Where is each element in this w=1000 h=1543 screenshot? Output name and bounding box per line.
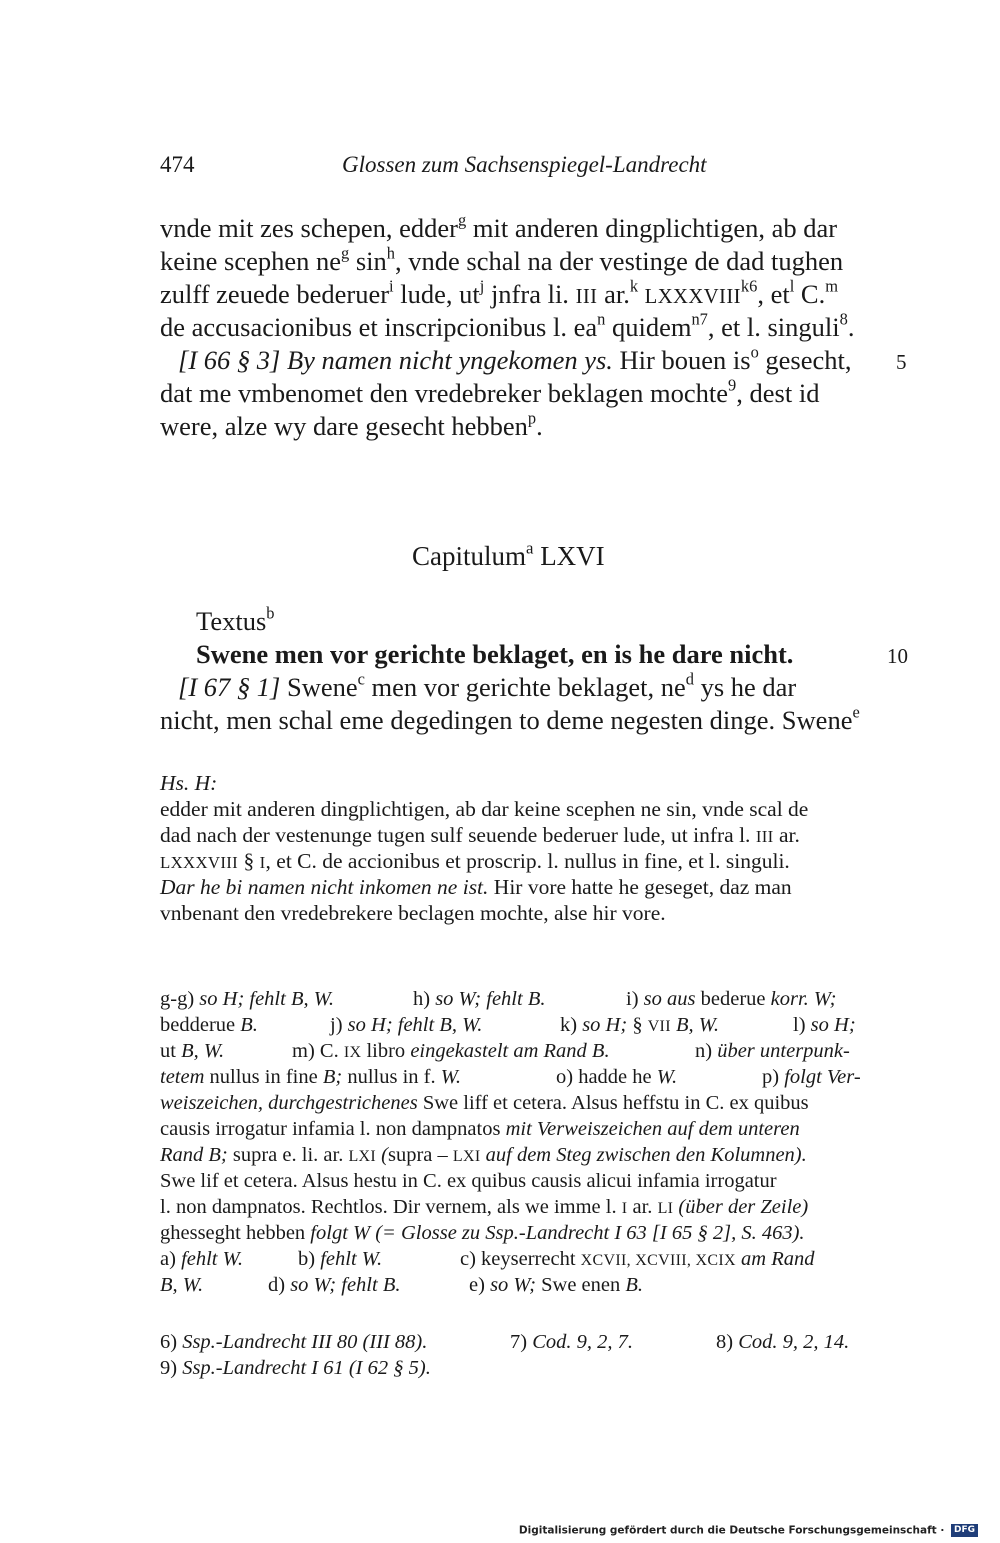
digitization-credit: Digitalisierung gefördert durch die Deutsche Forschungsgemeinschaft · DFG xyxy=(519,1524,978,1537)
apparatus-line: o) hadde he W. xyxy=(556,1066,678,1088)
apparatus-line: b) fehlt W. xyxy=(298,1248,383,1270)
main-text-line: zulff zeuede bederuer$^i$ lude, $ut^j$ jnfra li. III ar.$^k$ $LXXXVIII^{k6}$, $et^l$ C.$^m$ xyxy=(160,276,838,309)
running-title: Glossen zum Sachsenspiegel-Landrecht xyxy=(342,152,707,177)
variant-text-line: vnbenant den vredebrekere beclagen mochte, alse hir vore. xyxy=(160,901,666,925)
apparatus-line: p) folgt Ver- xyxy=(762,1066,861,1088)
apparatus-line: k) so H; § VII B, W. xyxy=(560,1014,720,1036)
apparatus-line: h) so W; fehlt B. xyxy=(413,988,546,1010)
textus-heading: Swene men vor gerichte beklaget, en is he dare nicht. xyxy=(196,639,794,669)
page-number: 474 xyxy=(160,152,195,177)
variant-text-line: edder mit anderen dingplichtigen, ab dar keine scephen ne sin, vnde scal de xyxy=(160,797,809,821)
main-text-line: dat me vmbenomet den vredebreker beklagen mochte$^9$, dest id xyxy=(160,375,820,408)
manuscript-label: Hs. H: xyxy=(160,771,218,795)
apparatus-line: c) keyserrecht XCVII, XCVIII, XCIX am Rand xyxy=(460,1248,815,1270)
apparatus-line: j) so H; fehlt B, W. xyxy=(330,1014,483,1036)
apparatus-line: e) so W; Swe enen B. xyxy=(469,1274,644,1296)
apparatus-line: m) C. IX libro eingekastelt am Rand B. xyxy=(292,1040,610,1062)
main-text-line: were, alze wy dare gesecht hebben$^p$. xyxy=(160,408,543,441)
source-note: 6) Ssp.-Landrecht III 80 (III 88). xyxy=(160,1331,428,1353)
main-text-line: de accusacionibus et inscripcionibus l. $ea^n$ quidem$^{n7}$, et l. singuli$^8$. xyxy=(160,309,855,342)
apparatus-line: Swe lif et cetera. Alsus hestu in C. ex quibus causis alicui infamia irrogatur xyxy=(160,1170,777,1192)
apparatus-line: g-g) so H; fehlt B, W. xyxy=(160,988,335,1010)
main-text-line: keine scephen $ne^g$ $\sin^h$, vnde schal na der vestinge de dad tughen xyxy=(160,243,844,276)
apparatus-line: ut B, W. xyxy=(160,1040,225,1062)
apparatus-line: ghesseght hebben folgt W (= Glosse zu Ssp.-Landrecht I 63 [I 65 § 2], S. 463). xyxy=(160,1222,805,1244)
source-note: 8) Cod. 9, 2, 14. xyxy=(716,1331,850,1353)
apparatus-line: B, W. xyxy=(160,1274,204,1296)
main-text-line: vnde mit zes schepen, edder$^g$ mit anderen dingplichtigen, ab dar xyxy=(160,210,838,243)
line-number: 5 xyxy=(896,350,907,374)
apparatus-line: causis irrogatur infamia l. non dampnatos mit Verweiszeichen auf dem unteren xyxy=(160,1118,800,1140)
apparatus-line: Rand B; supra e. li. ar. LXI (supra – LXI auf dem Steg zwischen den Kolumnen). xyxy=(160,1144,807,1166)
line-number: 10 xyxy=(887,644,908,668)
apparatus-line: d) so W; fehlt B. xyxy=(268,1274,401,1296)
variant-text-line: dad nach der vestenunge tugen sulf seuende bederuer lude, ut infra l. III ar. xyxy=(160,823,800,847)
apparatus-line: a) fehlt W. xyxy=(160,1248,243,1270)
apparatus-line: l. non dampnatos. Rechtlos. Dir vernem, als we imme l. I ar. LI (über der Zeile) xyxy=(160,1196,809,1218)
main-text-line: nicht, men schal eme degedingen to deme negesten dinge. Swene$^e$ xyxy=(160,702,860,735)
apparatus-line: bedderue B. xyxy=(160,1014,258,1036)
dfg-logo: DFG xyxy=(951,1524,978,1537)
apparatus-line: n) über unterpunk- xyxy=(695,1040,850,1062)
textus-label: Textus$^b$ xyxy=(196,603,275,636)
apparatus-line: l) so H; xyxy=(793,1014,856,1036)
apparatus-line: tetem nullus in fine B; nullus in f. W. xyxy=(160,1066,462,1088)
variant-text-line: Dar he bi namen nicht inkomen ne ist. Hir vore hatte he geseget, daz man xyxy=(160,875,792,899)
variant-text-line: LXXXVIII § I, et C. de accionibus et proscrip. l. nullus in fine, et l. singuli. xyxy=(160,849,790,873)
source-note: 7) Cod. 9, 2, 7. xyxy=(510,1331,634,1353)
apparatus-line: weiszeichen, durchgestrichenes Swe liff et cetera. Alsus heffstu in C. ex quibus xyxy=(160,1092,809,1114)
apparatus-line: i) so aus bederue korr. W; xyxy=(626,988,837,1010)
main-text-line: [I 67 § 1] Swene$^c$ men vor gerichte beklaget, $ne^d$ ys he dar xyxy=(178,669,797,702)
capitulum-heading: Capitulum$^a$ LXVI xyxy=(412,538,605,571)
source-note: 9) Ssp.-Landrecht I 61 (I 62 § 5). xyxy=(160,1357,431,1379)
main-text-line: [I 66 § 3] By namen nicht yngekomen ys. Hir bouen $is^o$ gesecht, xyxy=(178,342,852,375)
